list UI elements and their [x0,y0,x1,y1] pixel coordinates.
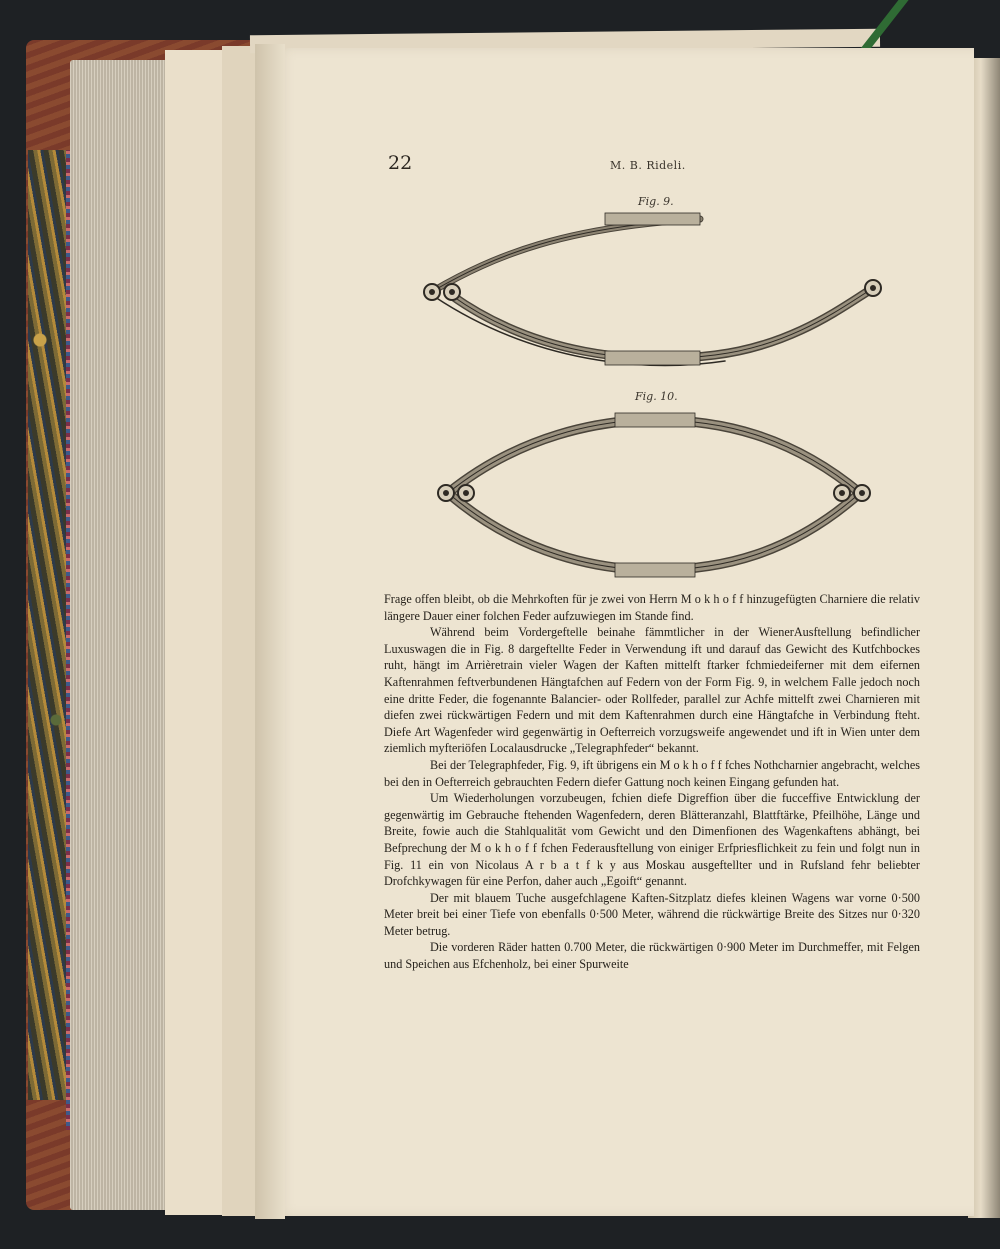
running-head: M. B. Rideli. [610,159,686,172]
loose-leaf [165,50,225,1215]
bookmark-ribbon [859,0,908,55]
body-text [384,591,920,973]
page-gutter [255,44,285,1219]
spring-illustration-fig-9 [415,205,895,380]
paragraph: Während beim Vordergeftelle beinahe fämmtlicher in der WienerAusftellung befindlicher Luxuswagen die in Fig. 8 dargeftellte Feder in Verwendung ift und darauf das Gewicht des Kutfchbockes ruht, hängt im Arrièretrain vieler Wagen der Kaften mittelft ftarker fchmiedeiferner mit dem eifernen Kaftenrahmen feftverbundenen Hängtafchen auf Federn von der Form Fig. 9, in welchem Falle jedoch noch eine dritte Feder, die fogenannte Balancier- oder Rollfeder, parallel zur Achfe mittelft zwei Charnieren mit diefen zwei rückwärtigen Federn und mit dem Kaftenrahmen durch eine Hängtafche in Verbindung fteht. Diefe Art Wagenfeder wird gegenwärtig in Oefterreich vorzugsweife angewendet und ift in Wien unter dem ziemlich myfteriöfen Localausdrucke „Telegraphfeder“ bekannt. [384,625,920,756]
page-number: 22 [388,152,413,174]
paragraph: Frage offen bleibt, ob die Mehrkoften für je zwei von Herrn M o k h o f f hinzugefügten Charniere die relativ längere Dauer einer folchen Feder aufzuwiegen im Stande find. [384,592,920,623]
spring-illustration-fig-10 [430,405,880,585]
paragraph: Um Wiederholungen vorzubeugen, fchien diefe Digreffion über die fucceffive Entwicklung der gegenwärtig im Gebrauche ftehenden Wagenfedern, deren Blätteranzahl, Blattftärke, Pfeilhöhe, Länge und Breite, fowie auch die Stahlqualität vom Gewicht und den Dimenfionen des Wagenkaftens abhängt, bei Befprechung der M o k h o f f fchen Federausftellung von einiger Erfpriesflichkeit zu fein und folgt nun in Fig. 11 ein von Nicolaus A r b a t f k y aus Moskau ausgeftellter und in Rufsland fehr beliebter Drofchkywagen für eine Perfon, daher auch „Egoift“ genannt. [384,791,920,889]
paragraph: Bei der Telegraphfeder, Fig. 9, ift übrigens ein M o k h o f f fches Nothcharnier angebracht, welches bei den in Oefterreich gebrauchten Federn diefer Gattung noch keinen Eingang gefunden hat. [384,757,920,789]
marbled-edge [28,150,68,1100]
figure-caption: Fig. 10. [635,390,678,403]
paragraph: Die vorderen Räder hatten 0.700 Meter, die rückwärtigen 0·900 Meter im Durchmeffer, mit Felgen und Speichen aus Efchenholz, bei einer Spurweite [384,940,920,972]
page-block-edge [70,60,170,1210]
figure-caption: Fig. 9. [638,195,674,208]
paragraph: Der mit blauem Tuche ausgefchlagene Kaften-Sitzplatz diefes kleinen Wagens war vorne 0·500 Meter breit bei einer Tiefe von ebenfalls 0·500 Meter, während die rückwärtige Breite des Sitzes nur 0·320 Meter betrug. [384,890,920,938]
